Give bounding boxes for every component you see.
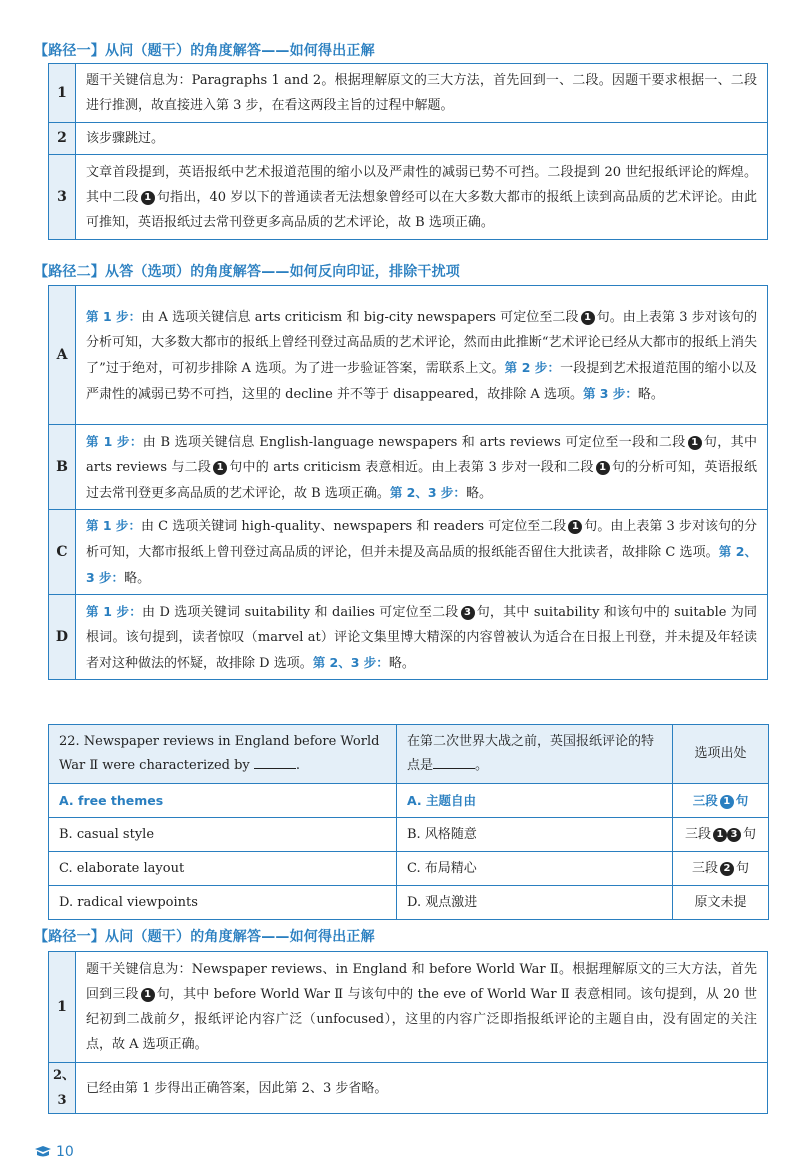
- option-en: B. casual style: [49, 818, 397, 852]
- text-part: 句指出，40 岁以下的普通读者无法想象曾经可以在大多数大都市的报纸上读到高品质的艺术评论。由此可推知，英语报纸过去常刊登更多高品质的艺术评论，故 B 选项正确。: [86, 189, 757, 230]
- circled-number-icon: 2: [720, 862, 734, 876]
- step-number: 1: [49, 952, 76, 1063]
- step-label: 第 1 步：: [86, 308, 142, 324]
- step-number: 2: [49, 123, 76, 155]
- text-part: .: [295, 758, 301, 773]
- text-part: 在第二次世界大战之前，英国报纸评论的特点是: [407, 734, 655, 773]
- circled-number-icon: 3: [727, 828, 741, 842]
- step-label: 第 2、3 步：: [86, 544, 757, 585]
- text-part: 文章首段提到，英语报纸中艺术报道范围的缩小以及严肃性的减弱已势不可挡。二段提到 20 世纪报纸评论的辉煌。其中二段: [86, 164, 757, 205]
- circled-number-icon: 1: [141, 191, 155, 205]
- text-part: 略。: [465, 485, 492, 501]
- section-heading-path2: 【路径二】从答（选项）的角度解答——如何反向印证，排除干扰项: [34, 264, 460, 280]
- option-analysis-text: [76, 510, 768, 595]
- text-part: 句: [735, 792, 749, 808]
- path1-row-2: [49, 123, 768, 155]
- circled-number-icon: 1: [568, 520, 582, 534]
- section-heading-path1: 【路径一】从问（题干）的角度解答——如何得出正解: [34, 43, 375, 59]
- option-en: D. radical viewpoints: [49, 886, 397, 920]
- circled-number-icon: 1: [713, 828, 727, 842]
- path1-q22-row-2: [49, 1063, 768, 1114]
- option-analysis-d: [49, 595, 768, 680]
- section-heading-path1-q22: 【路径一】从问（题干）的角度解答——如何得出正解: [34, 929, 375, 945]
- text-part: 略。: [124, 571, 151, 586]
- path1-row-1: [49, 64, 768, 123]
- circled-number-icon: 1: [596, 461, 610, 475]
- path1-row-3: [49, 155, 768, 240]
- circled-number-icon: 1: [213, 461, 227, 475]
- option-en: C. elaborate layout: [49, 852, 397, 886]
- text-part: 由 D 选项关键词 suitability 和 dailies 可定位至二段: [141, 604, 459, 620]
- option-label: D: [49, 595, 76, 680]
- circled-number-icon: 3: [461, 606, 475, 620]
- text-part: 句，其中 before World War Ⅱ 与该句中的 the eve of World War Ⅱ 表意相同。该句提到，从 20 世纪初到二战前夕，报纸评论内容广泛（unfocused），这里的内容广泛即指报纸评论的主题自由，没有固定的关注点，故 A 选项正确。: [86, 987, 757, 1052]
- text-part: 22. Newspaper reviews in England before World War Ⅱ were characterized by: [59, 734, 380, 773]
- text-part: 三段: [692, 792, 718, 808]
- option-row-c: [49, 852, 769, 886]
- text-part: 略。: [388, 655, 415, 671]
- option-cn: A. 主题自由: [397, 784, 673, 818]
- step-text: [76, 952, 768, 1063]
- step-number: 2、3: [49, 1063, 76, 1114]
- option-label: B: [49, 425, 76, 510]
- text-part: 句，其中 arts reviews 与二段: [86, 434, 757, 475]
- option-row-d: [49, 886, 769, 920]
- source-header: 选项出处: [673, 725, 769, 784]
- text-part: 略。: [637, 386, 664, 402]
- step-label: 第 2、3 步：: [389, 484, 466, 500]
- circled-number-icon: 1: [141, 988, 155, 1002]
- text-part: 题干关键信息为：Newspaper reviews、in England 和 before World War Ⅱ。根据理解原文的三大方法，首先回到三段: [86, 962, 757, 1002]
- circled-number-icon: 1: [720, 795, 734, 809]
- step-text: 题干关键信息为：Paragraphs 1 and 2。根据理解原文的三大方法，首先回到一、二段。因题干要求根据一、二段进行推测，故直接进入第 3 步，在看这两段主旨的过程中解题。: [76, 64, 768, 123]
- option-cn: C. 布局精心: [397, 852, 673, 886]
- option-source: [673, 784, 769, 818]
- step-number: 3: [49, 155, 76, 240]
- option-analysis-text: [76, 595, 768, 680]
- text-part: 句: [743, 826, 757, 842]
- option-cn: B. 风格随意: [397, 818, 673, 852]
- option-label: A: [49, 286, 76, 425]
- option-analysis-text: [76, 286, 768, 425]
- text-part: 三段: [684, 826, 711, 842]
- text-part: 句。由上表第 3 步对该句的分析可知，大多数大都市的报纸上曾经刊登过高品质的艺术评论，然而由此推断“艺术评论已经从大都市的报纸上消失了”过于绝对，可初步排除 A 选项。为了进一步验证答案，需联系上文。: [86, 309, 757, 376]
- page-number: 10: [56, 1144, 74, 1160]
- text-part: 由 A 选项关键信息 arts criticism 和 big-city newspapers 可定位至二段: [141, 309, 579, 325]
- question-stem-en: [49, 725, 397, 784]
- page-footer: [34, 1144, 74, 1160]
- step-text: 该步骤跳过。: [76, 123, 768, 155]
- circled-number-icon: 1: [688, 436, 702, 450]
- option-analysis-a: [49, 286, 768, 425]
- path1-table: [48, 63, 768, 240]
- option-analysis-text: [76, 425, 768, 510]
- text-part: 一段提到艺术报道范围的缩小以及严肃性的减弱已势不可挡，这里的 decline 并不等于 disappeared，故排除 A 选项。: [86, 360, 757, 402]
- step-label: 第 1 步：: [86, 433, 143, 449]
- option-analysis-b: [49, 425, 768, 510]
- option-row-a: [49, 784, 769, 818]
- option-source: [673, 818, 769, 852]
- path2-table: [48, 285, 768, 680]
- option-row-b: [49, 818, 769, 852]
- option-label: C: [49, 510, 76, 595]
- step-number: 1: [49, 64, 76, 123]
- step-label: 第 1 步：: [86, 518, 141, 533]
- text-part: 三段: [691, 860, 718, 876]
- circled-number-icon: 1: [581, 311, 595, 325]
- text-part: 句: [736, 860, 750, 876]
- question-stem-cn: [397, 725, 673, 784]
- text-part: 句。由上表第 3 步对该句的分析可知，大都市报纸上曾刊登过高品质的评论，但并未提及高品质的报纸能否留住大批读者，故排除 C 选项。: [86, 519, 757, 560]
- option-source: [673, 852, 769, 886]
- step-label: 第 2 步：: [504, 359, 561, 375]
- text-part: 由 C 选项关键词 high-quality、newspapers 和 readers 可定位至二段: [140, 519, 567, 534]
- answer-blank: [254, 756, 296, 769]
- option-source: 原文未提: [673, 886, 769, 920]
- option-en: A. free themes: [49, 784, 397, 818]
- step-label: 第 1 步：: [86, 603, 142, 619]
- book-icon: [34, 1146, 52, 1158]
- text-part: 。: [475, 758, 489, 773]
- step-label: 第 2、3 步：: [312, 654, 389, 670]
- path1-q22-row-1: [49, 952, 768, 1063]
- text-part: 句的分析可知，英语报纸过去常刊登更多高品质的艺术评论，故 B 选项正确。: [86, 459, 757, 501]
- answer-blank: [433, 756, 475, 769]
- option-cn: D. 观点激进: [397, 886, 673, 920]
- text-part: 由 B 选项关键信息 English-language newspapers 和 arts reviews 可定位至一段和二段: [142, 434, 686, 450]
- question-22-header: [49, 725, 769, 784]
- text-part: 句，其中 suitability 和该句中的 suitable 为同根词。该句提到，读者惊叹（marvel at）评论文集里博大精深的内容曾被认为适合在日报上刊登，并未提及年轻读者对这种做法的怀疑，故排除 D 选项。: [86, 604, 758, 671]
- step-text: 已经由第 1 步得出正确答案，因此第 2、3 步省略。: [76, 1063, 768, 1114]
- option-analysis-c: [49, 510, 768, 595]
- path1-q22-table: [48, 951, 768, 1114]
- step-text: [76, 155, 768, 240]
- question-22-table: [48, 724, 769, 920]
- text-part: 句中的 arts criticism 表意相近。由上表第 3 步对一段和二段: [229, 459, 594, 475]
- step-label: 第 3 步：: [582, 385, 638, 401]
